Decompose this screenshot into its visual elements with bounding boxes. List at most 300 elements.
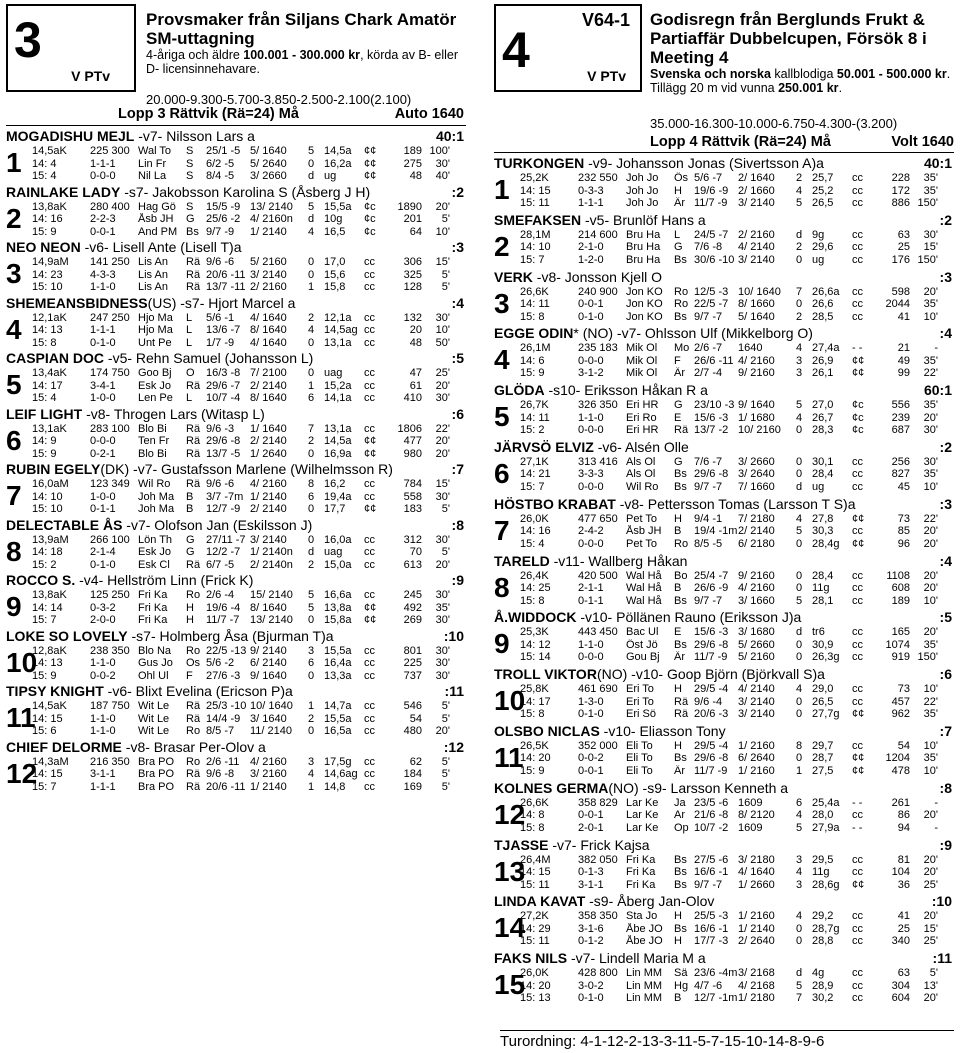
form-cell: ¢¢: [852, 354, 865, 367]
form-cell: Fri Ka: [138, 614, 168, 626]
form-cell: 4: [796, 184, 803, 197]
form-cell: 15/6 -3: [694, 411, 729, 424]
form-cell: 1-1-0: [90, 281, 116, 293]
form-cell: 14: 15: [32, 712, 63, 725]
form-cell: 15': [435, 256, 450, 268]
form-cell: 50': [435, 336, 450, 349]
form-cell: ug: [812, 480, 825, 493]
form-cell: 28,4: [812, 569, 834, 582]
form-cell: 0: [796, 638, 803, 651]
form-cell: 0-1-0: [90, 336, 116, 349]
form-line: [520, 935, 954, 948]
form-cell: Rä: [186, 712, 201, 725]
form-cell: 14,3aM: [32, 755, 69, 768]
form-cell: Unt Pe: [138, 336, 172, 349]
form-cell: Lön Th: [138, 533, 173, 546]
form-cell: 2/ 2140: [250, 435, 287, 447]
form-cell: 7: [308, 422, 315, 435]
form-cell: 1: [308, 379, 315, 392]
form-cell: Bs: [674, 480, 687, 493]
form-cell: 15: 9: [32, 225, 57, 238]
form-cell: cc: [852, 935, 863, 948]
form-cell: 14: 16: [32, 213, 63, 225]
form-cell: ¢c: [364, 225, 376, 238]
form-cell: Ro: [186, 589, 201, 601]
form-cell: 0-0-0: [90, 435, 116, 447]
form-cell: 10': [923, 594, 938, 607]
form-cell: G: [674, 455, 683, 468]
form-cell: 9/ 2160: [738, 569, 775, 582]
form-cell: L: [674, 228, 681, 241]
form-cell: 4: [796, 683, 803, 696]
form-cell: cc: [364, 490, 375, 503]
form-cell: 35': [435, 601, 450, 614]
form-line: [520, 740, 954, 753]
horse-name-line: [6, 240, 466, 255]
horse-driver: -v6- Alsén Olle: [593, 438, 689, 455]
form-lines: [32, 645, 466, 683]
form-cell: ¢c: [364, 213, 376, 225]
form-cell: G: [186, 546, 195, 558]
horse-name-line: [494, 724, 954, 739]
form-line: [32, 226, 466, 239]
form-line: [520, 923, 954, 936]
form-cell: 0-0-0: [578, 651, 604, 664]
form-cell: cc: [364, 589, 375, 601]
form-cell: 6: [796, 796, 803, 809]
form-cell: 183: [403, 503, 422, 515]
form-cell: cc: [364, 422, 375, 435]
form-cell: 4: [796, 342, 803, 355]
form-cell: 16/3 -8: [206, 367, 241, 379]
form-cell: 10/7 -4: [206, 392, 241, 404]
start-number: 13: [494, 855, 526, 887]
form-cell: Wil Ro: [138, 478, 171, 490]
form-cell: Eri Sö: [626, 708, 656, 721]
horse-odds: :12: [443, 738, 464, 755]
form-cell: L: [186, 324, 193, 336]
form-cell: H: [186, 614, 194, 626]
form-cell: 25,8K: [520, 683, 549, 696]
form-cell: cc: [852, 910, 863, 923]
horse-name-line: [6, 629, 466, 644]
form-cell: 5/ 2640: [250, 157, 287, 170]
form-cell: 25,2K: [520, 172, 549, 184]
form-cell: 11/7 -9: [694, 197, 728, 209]
form-cell: 0-1-2: [578, 935, 604, 948]
form-line: [520, 513, 954, 526]
form-cell: 5': [441, 213, 450, 225]
form-cell: 7/ 2100: [250, 367, 287, 379]
form-cell: Gou Bj: [626, 651, 660, 664]
form-cell: B: [674, 992, 682, 1005]
form-cell: ¢¢: [852, 764, 865, 777]
form-cell: 14: 13: [32, 657, 63, 669]
form-cell: 5/ 2660: [738, 638, 775, 651]
form-cell: Eli To: [626, 764, 653, 777]
form-cell: 27/6 -3: [206, 669, 241, 682]
form-cell: 14: 11: [520, 411, 550, 424]
form-cell: Rä: [186, 281, 201, 293]
form-cell: ¢¢: [852, 512, 865, 525]
form-cell: 41: [897, 310, 910, 323]
form-cell: ¢¢: [852, 752, 865, 765]
form-line: [32, 700, 466, 713]
form-cell: Rä: [186, 435, 201, 447]
form-cell: 9/6 -6: [206, 256, 235, 268]
start-number: 12: [494, 798, 526, 830]
horse-name-line: [6, 407, 466, 422]
form-cell: 4: [308, 225, 315, 238]
form-line: [520, 822, 954, 835]
form-cell: 457: [891, 695, 910, 708]
form-cell: 14: 17: [32, 379, 63, 392]
form-line: [520, 311, 954, 324]
horse-name-line: [6, 518, 466, 533]
form-cell: cc: [852, 638, 863, 651]
form-cell: 35': [923, 638, 938, 651]
form-cell: 3-1-2: [578, 367, 604, 380]
form-cell: 556: [891, 399, 910, 412]
form-line: [520, 683, 954, 696]
form-cell: 4: [796, 866, 803, 879]
form-cell: Bs: [674, 922, 687, 935]
form-cell: Eri Ro: [626, 411, 657, 424]
form-cell: 0-3-2: [90, 601, 116, 614]
form-cell: 0-0-2: [90, 669, 116, 682]
form-cell: -: [934, 821, 938, 834]
form-cell: 0: [796, 752, 803, 765]
start-number: 7: [6, 480, 22, 511]
start-order: Turordning: 4-1-12-2-13-3-11-5-7-15-10-14-8-9-6: [500, 1030, 954, 1050]
form-line: [32, 645, 466, 658]
form-cell: Rä: [674, 424, 689, 437]
form-cell: 16,0aM: [32, 478, 69, 490]
form-cell: cc: [364, 336, 375, 349]
form-cell: 3/ 2168: [738, 967, 775, 980]
form-cell: 10': [923, 480, 938, 493]
form-cell: 10': [923, 683, 938, 696]
form-cell: 477: [403, 435, 422, 447]
form-cell: 27,8: [812, 512, 834, 525]
form-cell: Bra PO: [138, 780, 175, 793]
form-cell: 4/ 2168: [738, 979, 775, 992]
form-line: [520, 639, 954, 652]
form-cell: 20': [923, 285, 938, 298]
form-cell: 187 750: [90, 700, 130, 712]
form-cell: 28,6g: [812, 878, 840, 891]
form-cell: Eri To: [626, 695, 654, 708]
form-cell: 35': [923, 708, 938, 721]
form-cell: cc: [364, 281, 375, 293]
form-cell: 0: [796, 935, 803, 948]
form-cell: Os: [186, 657, 201, 669]
form-cell: 9/6 -4: [694, 695, 723, 708]
horse-name: TJASSE: [494, 836, 549, 853]
form-cell: -: [934, 796, 938, 809]
form-cell: cc: [852, 695, 863, 708]
form-cell: 2: [308, 558, 315, 571]
form-cell: 11/7 -9: [694, 764, 728, 777]
form-cell: 5': [441, 281, 450, 293]
form-cell: 28,3: [812, 424, 834, 437]
start-number: 9: [494, 628, 510, 660]
form-cell: Åsb JH: [138, 213, 174, 225]
form-line: [32, 435, 466, 448]
horse-name-line: [6, 296, 466, 311]
form-cell: 30,3: [812, 525, 834, 538]
horse-entry: [6, 240, 466, 296]
form-line: [32, 546, 466, 559]
form-cell: 10/ 1640: [738, 285, 781, 298]
form-cell: 16/6 -1: [694, 866, 729, 879]
horse-entry: [494, 554, 954, 611]
form-cell: 4/ 1640: [250, 311, 287, 324]
horse-driver: -v8- Throgen Lars (Witasp L): [82, 405, 265, 422]
form-cell: 48: [409, 170, 422, 182]
horse-name-line: [6, 351, 466, 366]
form-cell: 14: 20: [520, 752, 551, 765]
form-cell: 25,4a: [812, 796, 840, 809]
divider: [6, 125, 466, 126]
horse-entry: [6, 462, 466, 518]
form-cell: Ro: [186, 644, 201, 657]
form-cell: 35': [923, 354, 938, 367]
form-cell: Blo Bi: [138, 422, 167, 435]
form-cell: 2/ 1660: [738, 184, 775, 197]
form-cell: 28,1: [812, 594, 834, 607]
form-cell: 9g: [812, 228, 825, 241]
form-cell: 0: [308, 533, 315, 546]
form-cell: Är: [674, 764, 685, 777]
form-cell: 35': [923, 399, 938, 412]
form-cell: 10': [923, 764, 938, 777]
form-cell: B: [674, 525, 682, 538]
form-cell: Rä: [186, 447, 201, 460]
form-cell: 25,7: [812, 172, 834, 184]
form-cell: 1806: [397, 422, 422, 435]
form-cell: 5/6 -7: [694, 172, 723, 184]
form-cell: 8/ 1640: [250, 392, 287, 404]
horse-driver: -s9- Åberg Jan-Olov: [585, 893, 715, 910]
form-cell: 4: [796, 910, 803, 923]
form-cell: Bru Ha: [626, 241, 661, 254]
form-cell: 29/6 -8: [206, 435, 241, 447]
form-cell: 247 250: [90, 311, 130, 324]
horse-entry: [6, 573, 466, 629]
form-cell: 608: [891, 582, 910, 595]
form-cell: 30': [435, 392, 450, 404]
form-cell: 7/6 -8: [694, 241, 723, 254]
form-cell: 150': [917, 651, 938, 664]
form-cell: 11g: [812, 866, 830, 879]
form-cell: cc: [852, 468, 863, 481]
form-line: [520, 866, 954, 879]
form-cell: 5: [308, 145, 315, 157]
form-cell: 15': [923, 922, 938, 935]
form-cell: 2/ 2140: [250, 503, 287, 515]
form-cell: 3/7 -7m: [206, 490, 244, 503]
form-cell: Hjo Ma: [138, 311, 173, 324]
form-cell: 480: [403, 725, 422, 737]
lopp-line: Lopp 4 Rättvik (Rä=24) Må Volt 1640: [650, 134, 954, 150]
form-cell: 3/ 1680: [738, 626, 775, 639]
start-number: 10: [494, 685, 526, 717]
horse-entry: [494, 156, 954, 213]
start-number: 2: [6, 202, 22, 234]
form-cell: 1074: [885, 638, 910, 651]
form-cell: Wal Hå: [626, 594, 662, 607]
form-line: [520, 980, 954, 993]
form-cell: ¢¢: [852, 878, 865, 891]
form-cell: 20': [923, 866, 938, 879]
form-cell: cc: [852, 241, 863, 254]
horse-odds: :11: [932, 950, 952, 967]
form-cell: 13': [923, 979, 938, 992]
form-line: [32, 657, 466, 670]
form-cell: ¢¢: [364, 614, 377, 626]
form-cell: ¢¢: [364, 447, 377, 460]
form-cell: cc: [364, 311, 375, 324]
form-cell: 94: [897, 821, 910, 834]
form-cell: 3-0-2: [578, 979, 604, 992]
form-lines: [520, 854, 954, 892]
form-cell: Bs: [674, 853, 687, 866]
form-cell: 3/ 2660: [250, 170, 287, 182]
form-cell: 30': [923, 424, 938, 437]
horse-name: TIPSY KNIGHT: [6, 683, 104, 699]
game-type: V64-1: [581, 10, 630, 30]
form-cell: 13,4aK: [32, 367, 67, 379]
form-cell: Wal Hå: [626, 582, 662, 595]
form-cell: 266 100: [90, 533, 130, 546]
form-cell: 26,6K: [520, 285, 549, 298]
form-cell: 13,1a: [324, 336, 352, 349]
form-cell: Ös: [674, 172, 689, 184]
form-cell: d: [796, 228, 803, 241]
horse-name: JÄRVSÖ ELVIZ: [494, 438, 594, 455]
form-cell: 22': [435, 422, 450, 435]
horse-name-line: [6, 740, 466, 755]
form-cell: 64: [409, 225, 422, 238]
horse-driver: -s10- Eriksson Håkan R a: [544, 382, 708, 399]
form-cell: 1/ 1640: [250, 422, 287, 435]
form-cell: 35': [923, 184, 938, 197]
form-cell: 4-3-3: [90, 268, 116, 281]
form-cell: 15: 4: [520, 537, 545, 550]
form-cell: 174 750: [90, 367, 130, 379]
form-cell: ¢¢: [364, 435, 377, 447]
form-cell: 20': [435, 200, 450, 213]
form-cell: 9/6 -3: [206, 422, 235, 435]
horse-entry: [6, 296, 466, 352]
form-cell: 2/6 -7: [694, 342, 723, 355]
form-cell: 5': [441, 268, 450, 281]
form-cell: 420 500: [578, 569, 618, 582]
form-cell: Rä: [186, 700, 201, 712]
form-cell: 3-1-1: [578, 878, 604, 891]
form-cell: 1/ 2140: [250, 780, 287, 793]
form-cell: 14: 29: [520, 922, 551, 935]
form-cell: 0-0-1: [578, 809, 604, 822]
form-cell: 35': [923, 468, 938, 481]
form-cell: G: [674, 399, 683, 412]
horse-name: MOGADISHU MEJL: [6, 128, 135, 144]
form-cell: 15: 8: [520, 821, 545, 834]
form-cell: 1-1-0: [578, 411, 604, 424]
form-cell: 15,0a: [324, 558, 352, 571]
form-cell: 0: [796, 253, 803, 266]
horse-name: RUBIN EGELY: [6, 461, 101, 477]
form-cell: 123 349: [90, 478, 130, 490]
form-cell: 9/7 -7: [694, 878, 723, 891]
form-cell: 128: [403, 281, 422, 293]
form-cell: 14,5ag: [324, 324, 358, 336]
form-cell: 73: [897, 512, 910, 525]
form-cell: cc: [364, 700, 375, 712]
form-cell: G: [186, 213, 195, 225]
form-cell: Wil Ro: [626, 480, 659, 493]
form-cell: 15: 7: [32, 780, 57, 793]
form-cell: S: [186, 157, 194, 170]
form-cell: cc: [852, 525, 863, 538]
form-cell: 11/7 -9: [694, 651, 728, 664]
form-cell: Bra PO: [138, 755, 175, 768]
form-cell: 3/ 2140: [250, 533, 287, 546]
form-cell: Lis An: [138, 256, 168, 268]
form-cell: O: [186, 367, 195, 379]
form-cell: 25': [435, 367, 450, 379]
form-line: [520, 286, 954, 299]
form-cell: 48: [409, 336, 422, 349]
form-cell: 26/6 -11: [694, 354, 734, 367]
form-cell: cc: [852, 228, 863, 241]
form-cell: cc: [364, 324, 375, 336]
form-cell: 13,8aK: [32, 589, 67, 601]
form-cell: 14: 6: [520, 354, 545, 367]
form-cell: 5': [441, 700, 450, 712]
form-cell: 26,4K: [520, 569, 549, 582]
form-lines: [520, 797, 954, 835]
form-cell: 0-1-0: [578, 992, 604, 1005]
form-cell: 30': [435, 311, 450, 324]
form-cell: E: [674, 411, 682, 424]
form-cell: cc: [852, 253, 863, 266]
form-cell: 15: 8: [32, 336, 57, 349]
horse-entry: [494, 440, 954, 497]
form-line: [32, 503, 466, 516]
form-cell: 8/5 -5: [694, 537, 723, 550]
form-cell: 3-3-3: [578, 468, 604, 481]
form-cell: 5: [308, 589, 315, 601]
form-cell: 14,8: [324, 780, 346, 793]
form-cell: 1: [308, 780, 315, 793]
form-line: [32, 670, 466, 683]
form-lines: [32, 700, 466, 738]
form-cell: 100': [429, 145, 450, 157]
form-cell: 15: 7: [32, 614, 57, 626]
form-cell: 27/5 -6: [694, 853, 729, 866]
form-cell: 0: [796, 468, 803, 481]
form-lines: [520, 740, 954, 778]
form-cell: Bra PO: [138, 768, 175, 780]
form-cell: 14,5aK: [32, 700, 67, 712]
form-cell: 886: [891, 197, 910, 209]
form-cell: cc: [852, 582, 863, 595]
horse-name: GLÖDA: [494, 382, 545, 399]
form-cell: 461 690: [578, 683, 618, 696]
form-line: [520, 399, 954, 412]
